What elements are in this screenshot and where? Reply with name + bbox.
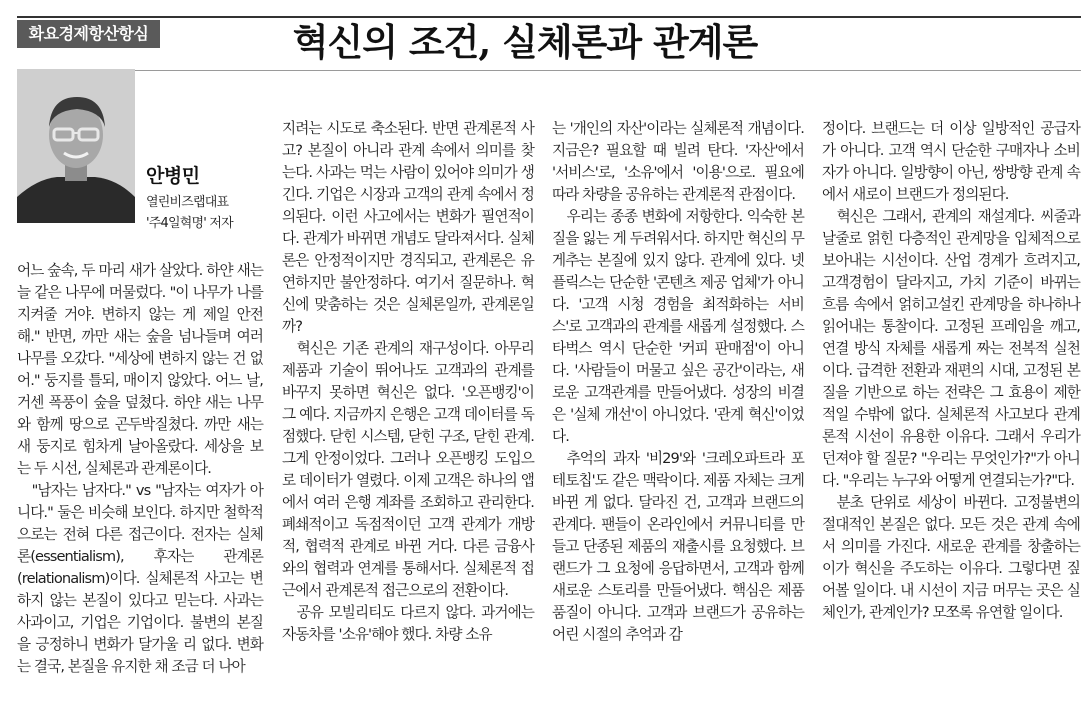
paragraph: 지려는 시도로 축소된다. 반면 관계론적 사고? 본질이 아니라 관계 속에서 의미를 찾는다. 사과는 먹는 사람이 있어야 의미가 생긴다. 기업은 시장과 고객의 관계 속에서 정의된다. 이런 사고에서는 변화가 필연적이다. 관계가 바뀌면 개념도 달라져서다. 실체론은 안정적이지만 경직되고, 관계론은 유연하지만 불안정하다. 여기서 질문하나. 혁신에 맞춤하는 것은 실체론일까, 관계론일까? (282, 120, 534, 335)
paragraph: 혁신은 그래서, 관계의 재설계다. 씨줄과 날줄로 얽힌 다층적인 관계망을 입체적으로 보아내는 시선이다. 산업 경계가 흐려지고, 고객경험이 달라지고, 가치 기준이 바뀌는 흐름 속에서 얽히고설킨 관계망을 하나하나 읽어내는 통찰이다. 고정된 프레임을 깨고, 연결 방식 자체를 새롭게 짜는 전복적 실천이다. 급격한 전환과 재편의 시대, 고정된 본질을 기반으로 하는 전략은 그 효용이 제한적일 수밖에 없다. 실체론적 사고보다 관계론적 시선이 유용한 이유다. 그래서 우리가 던져야 할 질문? "우리는 무엇인가?"가 아니다. "우리는 누구와 어떻게 연결되는가?"다. (822, 208, 1080, 489)
paragraph: 분초 단위로 세상이 바뀐다. 고정불변의 절대적인 본질은 없다. 모든 것은 관계 속에서 의미를 가진다. 새로운 관계를 창출하는 이가 혁신을 주도하는 이유다. 그렇다면 짚어볼 일이다. 내 시선이 지금 머무는 곳은 실체인가, 관계인가? 모쪼록 유연할 일이다. (822, 494, 1080, 621)
author-title-line2: '주4일혁명' 저자 (146, 216, 233, 231)
author-photo (17, 69, 135, 223)
paragraph: "남자는 남자다." vs "남자는 여자가 아니다." 둘은 비슷해 보인다. 하지만 철학적으로는 전혀 다른 접근이다. 전자는 실체론(essentialism), 후자는 관계론(relationalism)이다. 실체론적 사고는 변하지 않는 본질이 있다고 믿는다. 사과는 사과이고, 기업은 기업이다. 불변의 본질을 긍정하니 변화가 달가울 리 없다. 변화는 결국, 본질을 유지한 채 조금 더 나아 (17, 482, 263, 675)
paragraph: 우리는 종종 변화에 저항한다. 익숙한 본질을 잃는 게 두려워서다. 하지만 혁신의 무게추는 본질에 있지 않다. 관계에 있다. 넷플릭스는 단순한 '콘텐츠 제공 업체'가 아니다. '고객 시청 경험을 최적화하는 서비스'로 고객과의 관계를 새롭게 설정했다. 스타벅스 역시 단순한 '커피 판매점'이 아니다. '사람들이 머물고 싶은 공간'이라는, 새로운 고객관계를 만들어냈다. 성장의 비결은 '실체 개선'이 아니었다. '관계 혁신'이었다. (552, 208, 804, 445)
body-column-1 (17, 260, 263, 678)
author-name: 안병민 (146, 165, 200, 187)
body-column-2 (282, 118, 534, 646)
paragraph: 어느 숲속, 두 마리 새가 살았다. 하얀 새는 늘 같은 나무에 머물렀다. "이 나무가 나를 지켜줄 거야. 변하지 않는 게 제일 안전해." 반면, 까만 새는 숲을 넘나들며 여러 나무를 오갔다. "세상에 변하지 않는 건 없어." 둥지를 틀되, 매이지 않았다. 어느 날, 거센 폭풍이 숲을 덮쳤다. 하얀 새는 나무와 함께 땅으로 곤두박질쳤다. 까만 새는 새 둥지로 힘차게 날아올랐다. 세상을 보는 두 시선, 실체론과 관계론이다. (17, 262, 263, 477)
paragraph: 는 '개인의 자산'이라는 실체론적 개념이다. 지금은? 필요할 때 빌려 탄다. '자산'에서 '서비스'로, '소유'에서 '이용'으로. 필요에 따라 차량을 공유하는 관계론적 관점이다. (552, 120, 804, 203)
body-column-4 (822, 118, 1080, 624)
paragraph: 정이다. 브랜드는 더 이상 일방적인 공급자가 아니다. 고객 역시 단순한 구매자나 소비자가 아니다. 일방향이 아닌, 쌍방향 관계 속에서 새로이 브랜드가 정의된다. (822, 120, 1080, 203)
paragraph: 공유 모빌리티도 다르지 않다. 과거에는 자동차를 '소유'해야 했다. 차량 소유 (282, 604, 534, 643)
paragraph: 혁신은 기존 관계의 재구성이다. 아무리 제품과 기술이 뛰어나도 고객과의 관계를 바꾸지 못하면 혁신은 없다. '오픈뱅킹'이 그 예다. 지금까지 은행은 고객 데이터를 독점했다. 닫힌 시스템, 닫힌 구조, 닫힌 관계. 그게 안정이었다. 그러나 오픈뱅킹 도입으로 데이터가 열렸다. 이제 고객은 하나의 앱에서 여러 은행 계좌를 조회하고 관리한다. 폐쇄적이고 독점적이던 고객 관계가 개방적, 협력적 관계로 바뀐 거다. 다른 금융사와의 협력과 연계를 통해서다. 실체론적 접근에서 관계론적 접근으로의 전환이다. (282, 340, 534, 599)
headline: 혁신의 조건, 실체론과 관계론 (292, 20, 758, 64)
paragraph: 추억의 과자 '비29'와 '크레오파트라 포테토칩'도 같은 맥락이다. 제품 자체는 크게 바뀐 게 없다. 달라진 건, 고객과 브랜드의 관계다. 팬들이 온라인에서 커뮤니티를 만들고 단종된 제품의 재출시를 요청했다. 브랜드가 그 요청에 응답하면서, 고객과 함께 새로운 스토리를 만들어냈다. 핵심은 제품 품질이 아니다. 고객과 브랜드가 공유하는 어린 시절의 추억과 감 (552, 450, 804, 643)
body-column-3 (552, 118, 804, 646)
author-portrait-illustration (17, 69, 135, 223)
section-tag: 화요경제항산항심 (17, 20, 160, 48)
author-title-line1: 열린비즈랩대표 (146, 195, 229, 210)
headline-rule (17, 70, 1081, 71)
author-byline (146, 161, 233, 234)
